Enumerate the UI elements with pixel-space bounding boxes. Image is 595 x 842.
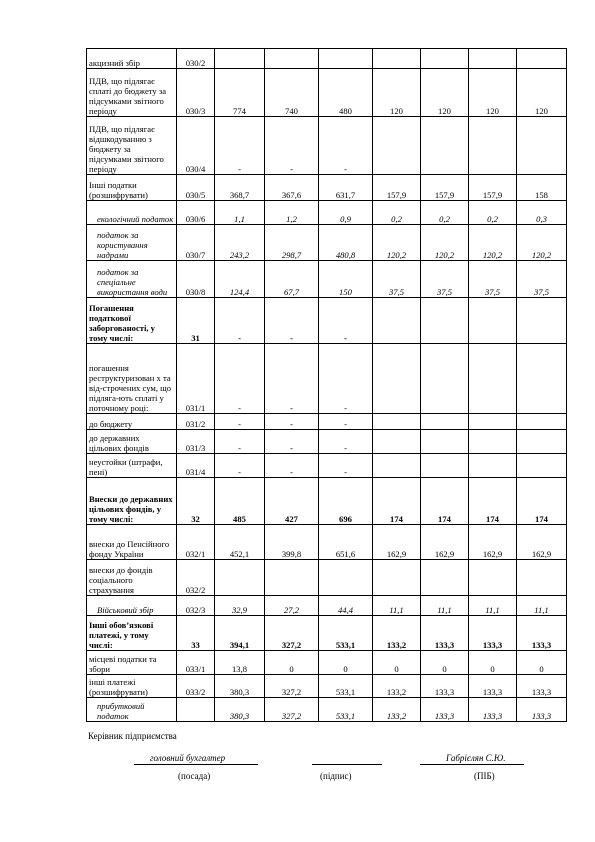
value-cell: 0,3: [517, 201, 567, 225]
value-cell: 120,2: [421, 225, 469, 261]
row-label: до бюджету: [87, 414, 177, 430]
value-cell: 174: [421, 478, 469, 525]
value-cell: [469, 298, 517, 344]
value-cell: 158: [517, 175, 567, 201]
row-code: 031/2: [177, 414, 215, 430]
value-cell: 32,9: [215, 596, 265, 616]
table-body: [87, 49, 567, 722]
value-cell: 124,4: [215, 261, 265, 298]
value-cell: 1,1: [215, 201, 265, 225]
value-cell: [319, 49, 373, 69]
table-row: [87, 454, 567, 478]
head-label: Керівник підприємства: [88, 731, 177, 741]
row-label: Внески до державних цільових фондів, у тому числі:: [87, 478, 177, 525]
position-line: [134, 764, 258, 765]
value-cell: 150: [319, 261, 373, 298]
value-cell: 133,3: [517, 616, 567, 651]
value-cell: 0: [421, 651, 469, 675]
table-row: [87, 225, 567, 261]
value-cell: 133,2: [373, 675, 421, 698]
table-row: [87, 698, 567, 722]
value-cell: 327,2: [265, 675, 319, 698]
value-cell: [469, 49, 517, 69]
table-row: [87, 560, 567, 596]
value-cell: 67,7: [265, 261, 319, 298]
value-cell: 157,9: [421, 175, 469, 201]
value-cell: 1,2: [265, 201, 319, 225]
value-cell: 37,5: [373, 261, 421, 298]
value-cell: 533,1: [319, 616, 373, 651]
row-code: 030/4: [177, 117, 215, 175]
value-cell: 133,3: [421, 675, 469, 698]
value-cell: [517, 344, 567, 414]
table-row: [87, 525, 567, 560]
row-label: внески до фондів соціального страхування: [87, 560, 177, 596]
row-code: 031/1: [177, 344, 215, 414]
value-cell: [373, 560, 421, 596]
row-label: Військовий збір: [87, 596, 177, 616]
row-code: 031/3: [177, 430, 215, 454]
value-cell: -: [215, 344, 265, 414]
value-cell: 0: [469, 651, 517, 675]
row-label: неустойки (штрафи, пені): [87, 454, 177, 478]
value-cell: 631,7: [319, 175, 373, 201]
value-cell: [373, 49, 421, 69]
row-label: ПДВ, що підлягає сплаті до бюджету за підсумками звітного періоду: [87, 69, 177, 117]
table-row: [87, 344, 567, 414]
value-cell: 37,5: [469, 261, 517, 298]
row-code: 033/1: [177, 651, 215, 675]
value-cell: -: [319, 414, 373, 430]
table-row: [87, 616, 567, 651]
row-code: 33: [177, 616, 215, 651]
value-cell: [469, 560, 517, 596]
value-cell: [469, 430, 517, 454]
table-row: [87, 117, 567, 175]
value-cell: [469, 414, 517, 430]
value-cell: [373, 430, 421, 454]
value-cell: 162,9: [517, 525, 567, 560]
value-cell: -: [319, 344, 373, 414]
value-cell: -: [215, 430, 265, 454]
value-cell: [215, 49, 265, 69]
value-cell: 162,9: [421, 525, 469, 560]
value-cell: 480,8: [319, 225, 373, 261]
row-code: 030/3: [177, 69, 215, 117]
value-cell: 133,3: [421, 616, 469, 651]
row-code: 030/8: [177, 261, 215, 298]
value-cell: 243,2: [215, 225, 265, 261]
row-code: 031/4: [177, 454, 215, 478]
value-cell: 120: [517, 69, 567, 117]
position-caption: (посада): [178, 771, 211, 781]
value-cell: [373, 454, 421, 478]
row-code: 030/5: [177, 175, 215, 201]
value-cell: [517, 49, 567, 69]
value-cell: 367,6: [265, 175, 319, 201]
table-row: [87, 175, 567, 201]
row-code: 032/3: [177, 596, 215, 616]
value-cell: 11,1: [517, 596, 567, 616]
table-row: [87, 675, 567, 698]
row-code: 032/2: [177, 560, 215, 596]
value-cell: 120,2: [517, 225, 567, 261]
value-cell: 0: [373, 651, 421, 675]
value-cell: [517, 414, 567, 430]
value-cell: 11,1: [421, 596, 469, 616]
value-cell: 480: [319, 69, 373, 117]
value-cell: [421, 560, 469, 596]
value-cell: 11,1: [469, 596, 517, 616]
table-row: [87, 651, 567, 675]
table-row: [87, 414, 567, 430]
value-cell: 452,1: [215, 525, 265, 560]
value-cell: 380,3: [215, 698, 265, 722]
value-cell: [517, 117, 567, 175]
value-cell: [469, 117, 517, 175]
value-cell: [265, 49, 319, 69]
signature-line: [312, 764, 382, 765]
row-label: прибутковий податок: [87, 698, 177, 722]
table-row: [87, 596, 567, 616]
table-row: [87, 49, 567, 69]
value-cell: 120,2: [469, 225, 517, 261]
table-row: [87, 298, 567, 344]
value-cell: 0: [319, 651, 373, 675]
value-cell: 0,2: [421, 201, 469, 225]
value-cell: 133,2: [373, 616, 421, 651]
value-cell: 0,2: [469, 201, 517, 225]
value-cell: 120: [373, 69, 421, 117]
value-cell: -: [265, 298, 319, 344]
row-code: 030/7: [177, 225, 215, 261]
value-cell: 120,2: [373, 225, 421, 261]
value-cell: [469, 454, 517, 478]
row-label: екологічний податок: [87, 201, 177, 225]
row-label: акцизний збір: [87, 49, 177, 69]
value-cell: 427: [265, 478, 319, 525]
value-cell: 27,2: [265, 596, 319, 616]
value-cell: [517, 560, 567, 596]
name-caption: (ПІБ): [474, 771, 495, 781]
row-label: інші платежі (розшифрувати): [87, 675, 177, 698]
value-cell: 162,9: [373, 525, 421, 560]
value-cell: 298,7: [265, 225, 319, 261]
value-cell: [373, 298, 421, 344]
value-cell: 174: [373, 478, 421, 525]
value-cell: 327,2: [265, 698, 319, 722]
value-cell: 174: [469, 478, 517, 525]
row-code: 030/6: [177, 201, 215, 225]
value-cell: 368,7: [215, 175, 265, 201]
value-cell: -: [319, 454, 373, 478]
value-cell: [421, 430, 469, 454]
value-cell: -: [215, 414, 265, 430]
value-cell: 37,5: [421, 261, 469, 298]
table-row: [87, 478, 567, 525]
value-cell: -: [319, 117, 373, 175]
value-cell: -: [215, 117, 265, 175]
value-cell: 44,4: [319, 596, 373, 616]
row-code: [177, 698, 215, 722]
value-cell: -: [319, 298, 373, 344]
value-cell: [421, 117, 469, 175]
row-code: 030/2: [177, 49, 215, 69]
value-cell: 174: [517, 478, 567, 525]
value-cell: [319, 560, 373, 596]
row-label: погашення реструктуризован х та від-строчених сум, що підляга-ють сплаті у поточному році:: [87, 344, 177, 414]
row-label: податок за спеціальне використання води: [87, 261, 177, 298]
value-cell: -: [265, 454, 319, 478]
row-label: Інші обов’язкові платежі, у тому числі:: [87, 616, 177, 651]
row-code: 32: [177, 478, 215, 525]
value-cell: [517, 454, 567, 478]
value-cell: 120: [469, 69, 517, 117]
value-cell: 37,5: [517, 261, 567, 298]
value-cell: [421, 414, 469, 430]
table-row: [87, 430, 567, 454]
value-cell: -: [265, 414, 319, 430]
value-cell: 0,2: [373, 201, 421, 225]
value-cell: 162,9: [469, 525, 517, 560]
value-cell: 327,2: [265, 616, 319, 651]
value-cell: 133,3: [517, 698, 567, 722]
value-cell: [517, 430, 567, 454]
value-cell: 394,1: [215, 616, 265, 651]
value-cell: 11,1: [373, 596, 421, 616]
value-cell: [421, 298, 469, 344]
financial-table: [86, 48, 567, 722]
table-row: [87, 69, 567, 117]
value-cell: 0,9: [319, 201, 373, 225]
value-cell: -: [265, 344, 319, 414]
table-row: [87, 201, 567, 225]
row-label: Інші податки (розшифрувати): [87, 175, 177, 201]
row-label: місцеві податки та збори: [87, 651, 177, 675]
value-cell: [373, 414, 421, 430]
position-value: головний бухгалтер: [150, 753, 226, 763]
row-code: 032/1: [177, 525, 215, 560]
value-cell: 485: [215, 478, 265, 525]
value-cell: 651,6: [319, 525, 373, 560]
row-label: податок за користування надрами: [87, 225, 177, 261]
row-label: внески до Пенсійного фонду України: [87, 525, 177, 560]
value-cell: 380,3: [215, 675, 265, 698]
value-cell: 133,3: [517, 675, 567, 698]
value-cell: -: [265, 117, 319, 175]
name-line: [420, 764, 524, 765]
value-cell: [373, 117, 421, 175]
value-cell: 133,3: [469, 698, 517, 722]
value-cell: -: [265, 430, 319, 454]
value-cell: 0: [517, 651, 567, 675]
signature-caption: (підпис): [320, 771, 352, 781]
value-cell: [421, 344, 469, 414]
value-cell: [421, 454, 469, 478]
value-cell: 133,3: [469, 616, 517, 651]
value-cell: 533,1: [319, 698, 373, 722]
value-cell: 133,3: [421, 698, 469, 722]
value-cell: -: [215, 454, 265, 478]
value-cell: 399,8: [265, 525, 319, 560]
value-cell: 740: [265, 69, 319, 117]
row-label: до державних цільових фондів: [87, 430, 177, 454]
value-cell: [517, 298, 567, 344]
value-cell: 133,2: [373, 698, 421, 722]
value-cell: 120: [421, 69, 469, 117]
value-cell: [469, 344, 517, 414]
table-row: [87, 261, 567, 298]
value-cell: -: [319, 430, 373, 454]
value-cell: 157,9: [373, 175, 421, 201]
value-cell: 157,9: [469, 175, 517, 201]
value-cell: [265, 560, 319, 596]
name-value: Габрієлян С.Ю.: [446, 753, 506, 763]
value-cell: [373, 344, 421, 414]
value-cell: [421, 49, 469, 69]
value-cell: 13,8: [215, 651, 265, 675]
value-cell: 696: [319, 478, 373, 525]
value-cell: 533,1: [319, 675, 373, 698]
value-cell: 774: [215, 69, 265, 117]
value-cell: 133,3: [469, 675, 517, 698]
row-code: 033/2: [177, 675, 215, 698]
value-cell: [215, 560, 265, 596]
row-label: Погашення податкової заборгованості, у тому числі:: [87, 298, 177, 344]
row-label: ПДВ, що підлягає відшкодуванню з бюджету за підсумками звітного періоду: [87, 117, 177, 175]
value-cell: -: [215, 298, 265, 344]
row-code: 31: [177, 298, 215, 344]
value-cell: 0: [265, 651, 319, 675]
